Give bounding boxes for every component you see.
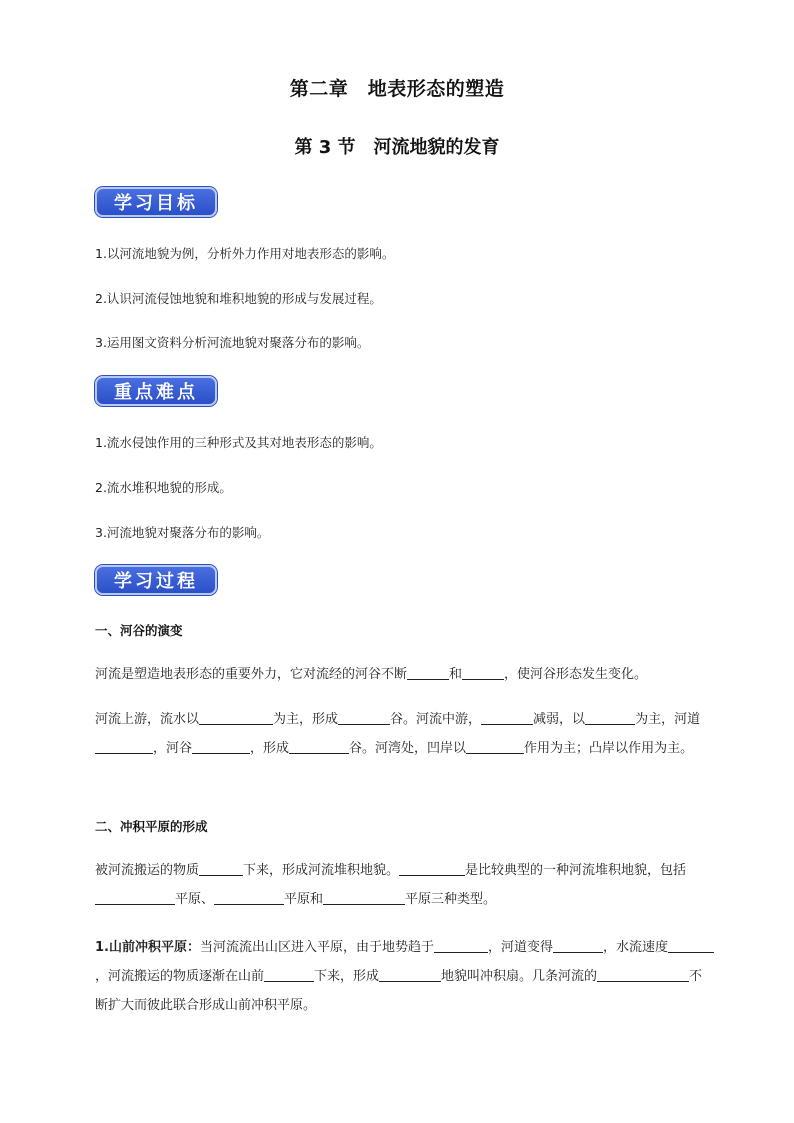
- text: ，河流搬运的物质逐渐在山前: [95, 969, 265, 984]
- fill-blank[interactable]: [192, 739, 250, 754]
- text: ，河谷: [153, 741, 193, 756]
- text: 被河流搬运的物质: [95, 863, 200, 878]
- goal-item: 2.认识河流侵蚀地貌和堆积地貌的形成与发展过程。: [95, 291, 382, 306]
- fill-blank[interactable]: [289, 739, 349, 754]
- text: 不断扩大而彼此联合形成山前冲积平原。: [95, 969, 703, 1013]
- fill-blank[interactable]: [95, 739, 153, 754]
- key-point-item: 1.流水侵蚀作用的三种形式及其对地表形态的影响。: [95, 435, 382, 450]
- text: 下来，形成河流堆积地貌。: [243, 863, 400, 878]
- text: 为主，形成: [273, 712, 339, 727]
- paragraph-alluvial-intro: [95, 856, 715, 914]
- section-heading-valley: 一、河谷的演变: [95, 623, 183, 638]
- fill-blank[interactable]: [399, 861, 465, 876]
- chapter-title: 第二章 地表形态的塑造: [289, 78, 505, 100]
- badge-key-points: 重点难点: [95, 376, 217, 406]
- text: 河流是塑造地表形态的重要外力，它对流经的河谷不断: [95, 667, 408, 682]
- fill-blank[interactable]: [379, 967, 441, 982]
- text: ，水流速度: [603, 940, 669, 955]
- fill-blank[interactable]: [323, 890, 405, 905]
- fill-blank[interactable]: [585, 710, 635, 725]
- fill-blank[interactable]: [553, 938, 603, 953]
- paragraph-piedmont-plain: [95, 933, 715, 1020]
- fill-blank[interactable]: [264, 967, 314, 982]
- text: 平原和: [284, 892, 324, 907]
- fill-blank[interactable]: [668, 938, 714, 953]
- fill-blank[interactable]: [407, 665, 449, 680]
- text: 是比较典型的一种河流堆积地貌，包括: [465, 863, 687, 878]
- fill-blank[interactable]: [434, 938, 488, 953]
- text: 谷。河流中游，: [390, 712, 482, 727]
- text: 河流上游，流水以: [95, 712, 200, 727]
- text: 和: [449, 667, 463, 682]
- goal-item: 3.运用图文资料分析河流地貌对聚落分布的影响。: [95, 335, 370, 350]
- goal-item: 1.以河流地貌为例，分析外力作用对地表形态的影响。: [95, 246, 395, 261]
- paragraph-valley-evolution: [95, 705, 715, 763]
- text: 平原三种类型。: [405, 892, 497, 907]
- text: ，河道变得: [488, 940, 554, 955]
- badge-learning-goals: 学习目标: [95, 187, 217, 217]
- fill-blank[interactable]: [462, 665, 504, 680]
- key-point-item: 3.河流地貌对聚落分布的影响。: [95, 525, 270, 540]
- fill-blank[interactable]: [199, 710, 273, 725]
- fill-blank[interactable]: [214, 890, 284, 905]
- fill-blank[interactable]: [338, 710, 390, 725]
- text: ，形成: [250, 741, 290, 756]
- paragraph-valley-intro: [95, 660, 715, 689]
- fill-blank[interactable]: [481, 710, 533, 725]
- section-title: 第 3 节 河流地貌的发育: [294, 137, 500, 158]
- fill-blank[interactable]: [95, 890, 175, 905]
- text: 谷。河湾处，凹岸以: [349, 741, 467, 756]
- fill-blank[interactable]: [466, 739, 524, 754]
- text: 作用为主。: [628, 741, 694, 756]
- text: 作用为主；凸岸以: [524, 741, 629, 756]
- text: ，使河谷形态发生变化。: [504, 667, 648, 682]
- lead-label: 1.山前冲积平原：: [95, 940, 200, 955]
- text: 为主，河道: [635, 712, 701, 727]
- fill-blank[interactable]: [597, 967, 689, 982]
- key-point-item: 2.流水堆积地貌的形成。: [95, 480, 232, 495]
- text: 地貌叫冲积扇。几条河流的: [441, 969, 598, 984]
- section-heading-alluvial-plain: 二、冲积平原的形成: [95, 819, 208, 834]
- text: 下来，形成: [314, 969, 380, 984]
- badge-learning-process: 学习过程: [95, 565, 217, 595]
- fill-blank[interactable]: [199, 861, 243, 876]
- text: 当河流流出山区进入平原，由于地势趋于: [199, 940, 434, 955]
- text: 减弱，以: [533, 712, 586, 727]
- text: 平原、: [175, 892, 215, 907]
